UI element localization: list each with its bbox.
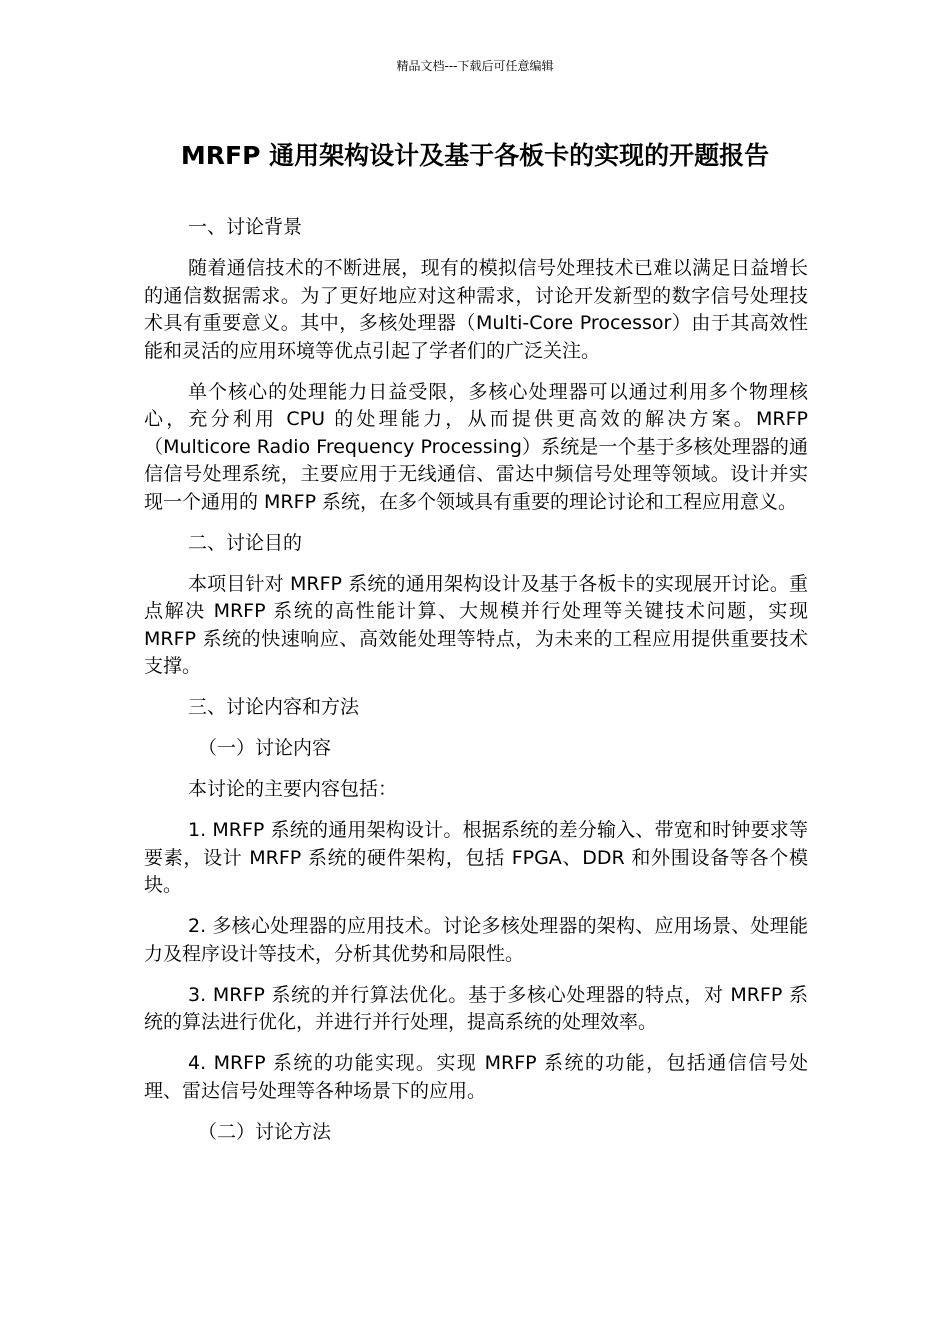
section-heading-purpose: 二、讨论目的 xyxy=(188,531,303,554)
section-heading-content-methods: 三、讨论内容和方法 xyxy=(188,696,360,718)
paragraph-background-2: 单个核心的处理能力日益受限，多核心处理器可以通过利用多个物理核心，充分利用 CPU 的处理能力，从而提供更高效的解决方案。MRFP（Multicore Radio Frequency Processing）系统是一个基于多核处理器的通信信号处理系统，主要应用于无线通信、雷达中频信号处理等领域。设计并实现一个通用的 MRFP 系统，在多个领域具有重要的理论讨论和工程应用意义。 xyxy=(144,380,808,513)
paragraph-background-1: 随着通信技术的不断进展，现有的模拟信号处理技术已难以满足日益增长的通信数据需求。为了更好地应对这种需求，讨论开发新型的数字信号处理技术具有重要意义。其中，多核处理器（Multi-Core Processor）由于其高效性能和灵活的应用环境等优点引起了学者们的广泛关注。 xyxy=(144,257,808,362)
list-item-content-2: 2. 多核心处理器的应用技术。讨论多核处理器的架构、应用场景、处理能力及程序设计等技术，分析其优势和局限性。 xyxy=(144,915,808,965)
subsection-heading-methods: （二）讨论方法 xyxy=(198,1120,332,1143)
subsection-heading-content: （一）讨论内容 xyxy=(198,737,332,759)
paragraph-content-intro: 本讨论的主要内容包括： xyxy=(188,778,398,800)
list-item-content-1: 1. MRFP 系统的通用架构设计。根据系统的差分输入、带宽和时钟要求等要素，设计 MRFP 系统的硬件架构，包括 FPGA、DDR 和外围设备等各个模块。 xyxy=(144,819,808,896)
list-item-content-4: 4. MRFP 系统的功能实现。实现 MRFP 系统的功能，包括通信信号处理、雷达信号处理等各种场景下的应用。 xyxy=(144,1052,808,1102)
document-body xyxy=(144,214,808,1160)
list-item-content-3: 3. MRFP 系统的并行算法优化。基于多核心处理器的特点，对 MRFP 系统的算法进行优化，并进行并行处理，提高系统的处理效率。 xyxy=(144,983,808,1033)
paragraph-purpose-1: 本项目针对 MRFP 系统的通用架构设计及基于各板卡的实现展开讨论。重点解决 MRFP 系统的高性能计算、大规模并行处理等关键技术问题，实现 MRFP 系统的快速响应、高效能处理等特点，为未来的工程应用提供重要技术支撑。 xyxy=(144,572,808,677)
document-title: MRFP 通用架构设计及基于各板卡的实现的开题报告 xyxy=(180,141,770,170)
section-heading-background: 一、讨论背景 xyxy=(188,216,303,238)
header-note: 精品文档---下载后可任意编辑 xyxy=(396,59,554,73)
